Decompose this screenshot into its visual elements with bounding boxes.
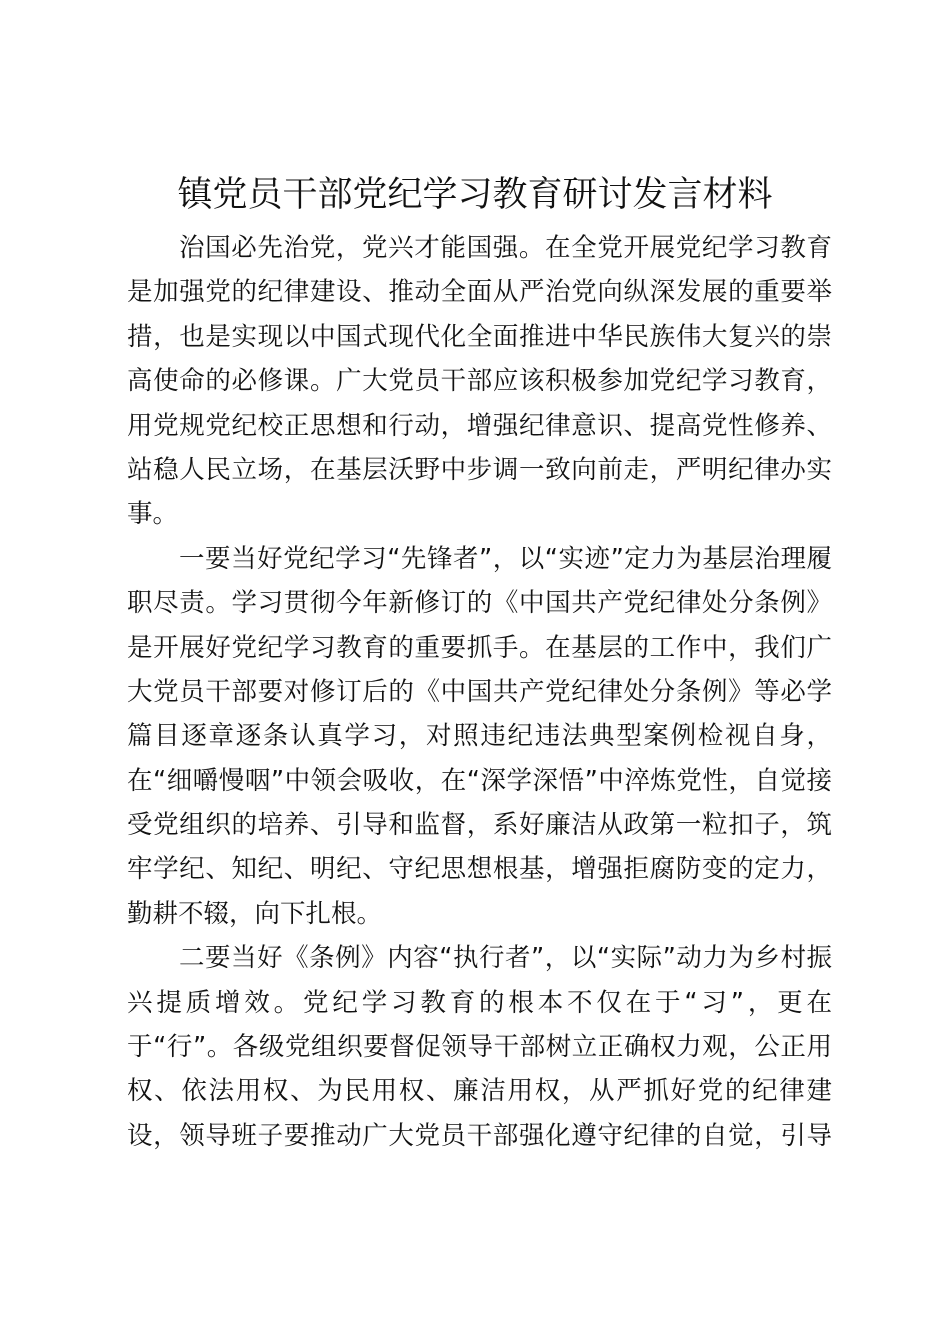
text-line: 是加强党的纪律建设、推动全面从严治党向纵深发展的重要举 <box>127 277 832 308</box>
text-line: 是开展好党纪学习教育的重要抓手。在基层的工作中，我们广 <box>127 632 832 663</box>
paragraph-3 <box>127 936 832 1158</box>
text-line: 高使命的必修课。广大党员干部应该积极参加党纪学习教育， <box>127 366 832 397</box>
text-line: 于“行”。各级党组织要督促领导干部树立正确权力观，公正用 <box>127 1032 832 1063</box>
text-line: 兴提质增效。党纪学习教育的根本不仅在于“习”，更在 <box>127 987 832 1018</box>
text-line: 用党规党纪校正思想和行动，增强纪律意识、提高党性修养、 <box>127 410 832 441</box>
text-line: 设，领导班子要推动广大党员干部强化遵守纪律的自觉，引导 <box>127 1120 832 1151</box>
text-line: 篇目逐章逐条认真学习，对照违纪违法典型案例检视自身， <box>127 721 832 752</box>
text-line: 勤耕不辍，向下扎根。 <box>127 898 383 929</box>
text-line: 在“细嚼慢咽”中领会吸收，在“深学深悟”中淬炼党性，自觉接 <box>127 765 832 796</box>
text-line: 事。 <box>127 499 179 530</box>
document-title: 镇党员干部党纪学习教育研讨发言材料 <box>177 175 773 215</box>
text-line: 二要当好《条例》内容“执行者”，以“实际”动力为乡村振 <box>179 943 832 974</box>
text-line: 治国必先治党，党兴才能国强。在全党开展党纪学习教育 <box>179 233 832 263</box>
document-body <box>127 226 832 1158</box>
paragraph-2 <box>127 537 832 937</box>
text-line: 职尽责。学习贯彻今年新修订的《中国共产党纪律处分条例》 <box>127 588 832 619</box>
paragraph-1 <box>127 226 832 537</box>
text-line: 权、依法用权、为民用权、廉洁用权，从严抓好党的纪律建 <box>127 1076 832 1107</box>
text-line: 受党组织的培养、引导和监督，系好廉洁从政第一粒扣子，筑 <box>127 810 832 841</box>
text-line: 牢学纪、知纪、明纪、守纪思想根基，增强拒腐防变的定力， <box>127 854 832 885</box>
text-line: 大党员干部要对修订后的《中国共产党纪律处分条例》等必学 <box>127 676 832 707</box>
text-line: 措，也是实现以中国式现代化全面推进中华民族伟大复兴的崇 <box>127 321 832 352</box>
text-line: 一要当好党纪学习“先锋者”，以“实迹”定力为基层治理履 <box>179 543 832 574</box>
text-line: 站稳人民立场，在基层沃野中步调一致向前走，严明纪律办实 <box>127 454 832 485</box>
